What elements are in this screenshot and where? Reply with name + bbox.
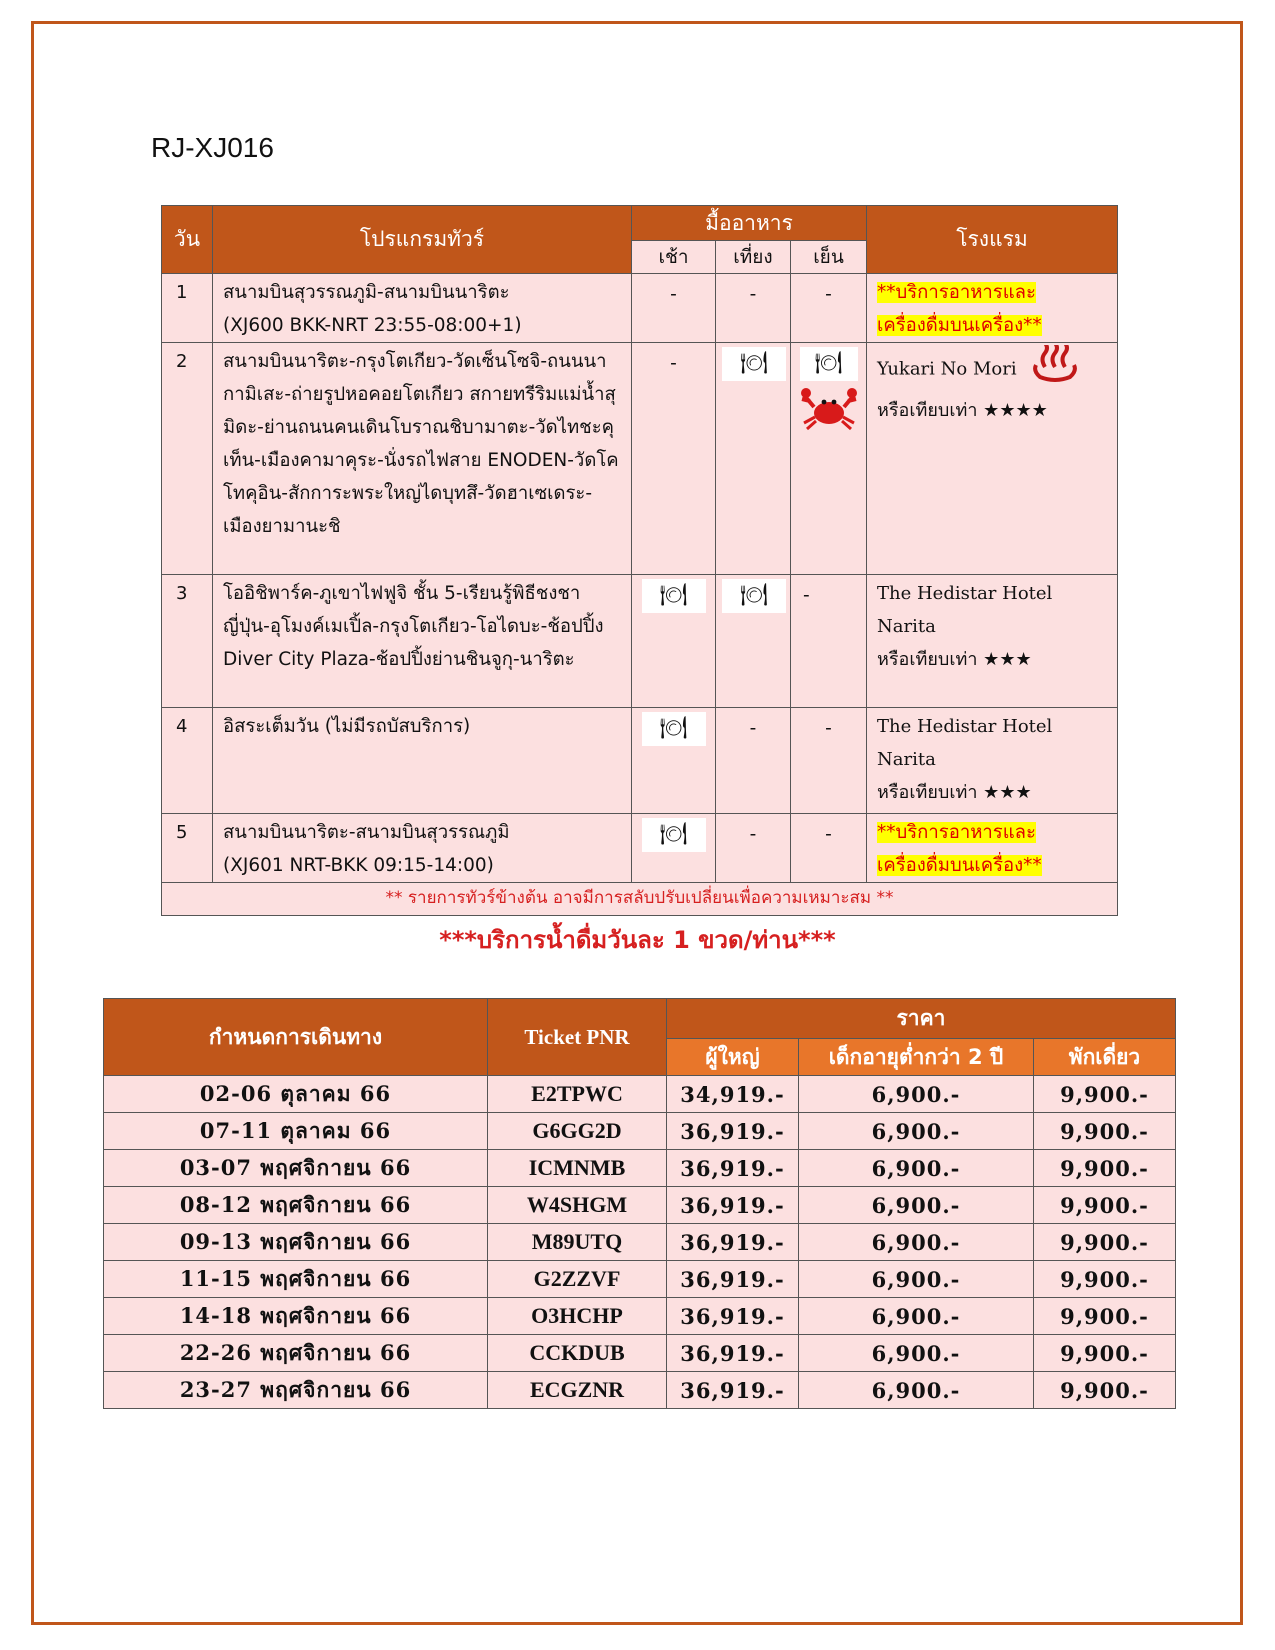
plate-cutlery-icon: 🍽	[722, 579, 786, 613]
hotel-cell	[867, 274, 1118, 343]
plate-cutlery-icon: 🍽	[642, 818, 706, 852]
ticket-pnr: CCKDUB	[488, 1335, 667, 1372]
itinerary-row	[162, 343, 1118, 575]
price-child: 6,900.-	[799, 1372, 1034, 1409]
price-child: 6,900.-	[799, 1076, 1034, 1113]
meal-breakfast: -	[632, 274, 716, 343]
price-row	[104, 1335, 1176, 1372]
plate-cutlery-icon: 🍽	[800, 347, 858, 381]
ticket-pnr: M89UTQ	[488, 1224, 667, 1261]
header-dinner: เย็น	[791, 241, 867, 274]
price-table	[103, 998, 1176, 1409]
header-breakfast: เช้า	[632, 241, 716, 274]
price-child: 6,900.-	[799, 1298, 1034, 1335]
hotel-cell	[867, 575, 1118, 708]
itinerary-row	[162, 274, 1118, 343]
ticket-pnr: G2ZZVF	[488, 1261, 667, 1298]
ticket-pnr: E2TPWC	[488, 1076, 667, 1113]
inflight-meal-note: **บริการอาหารและ	[877, 822, 1036, 843]
meal-lunch: -	[716, 274, 791, 343]
price-row	[104, 1224, 1176, 1261]
price-single: 9,900.-	[1034, 1298, 1176, 1335]
price-single: 9,900.-	[1034, 1187, 1176, 1224]
hotel-rating: หรือเทียบเท่า ★★★	[877, 649, 1032, 670]
price-rows	[104, 1076, 1176, 1409]
meal-lunch	[716, 343, 791, 575]
price-single: 9,900.-	[1034, 1261, 1176, 1298]
tour-code: RJ-XJ016	[151, 132, 274, 163]
header-dates: กำหนดการเดินทาง	[104, 999, 488, 1076]
header-lunch: เที่ยง	[716, 241, 791, 274]
water-notice: ***บริการน้ำดื่มวันละ 1 ขวด/ท่าน***	[439, 926, 836, 954]
header-meals: มื้ออาหาร	[632, 206, 867, 241]
meal-breakfast: -	[632, 343, 716, 575]
inflight-meal-note: เครื่องดื่มบนเครื่อง**	[877, 315, 1042, 336]
plate-cutlery-icon: 🍽	[722, 347, 786, 381]
price-single: 9,900.-	[1034, 1224, 1176, 1261]
header-program: โปรแกรมทัวร์	[213, 206, 632, 274]
hotel-name: Yukari No Mori	[877, 358, 1017, 380]
itinerary-note-row	[162, 883, 1118, 916]
ticket-pnr: W4SHGM	[488, 1187, 667, 1224]
meal-dinner	[791, 343, 867, 575]
hotel-cell	[867, 814, 1118, 883]
travel-dates: 23-27 พฤศจิกายน 66	[104, 1372, 488, 1409]
itinerary-row	[162, 708, 1118, 814]
price-adult: 36,919.-	[667, 1372, 799, 1409]
price-adult: 36,919.-	[667, 1298, 799, 1335]
header-hotel: โรงแรม	[867, 206, 1118, 274]
meal-breakfast	[632, 575, 716, 708]
ticket-pnr: ECGZNR	[488, 1372, 667, 1409]
header-child: เด็กอายุต่ำกว่า 2 ปี	[799, 1039, 1034, 1076]
price-child: 6,900.-	[799, 1261, 1034, 1298]
travel-dates: 07-11 ตุลาคม 66	[104, 1113, 488, 1150]
price-row	[104, 1076, 1176, 1113]
meal-dinner: -	[791, 814, 867, 883]
price-adult: 36,919.-	[667, 1150, 799, 1187]
meal-lunch: -	[716, 814, 791, 883]
day-program: สนามบินนาริตะ-สนามบินสุวรรณภูมิ (XJ601 NRT-BKK 09:15-14:00)	[213, 814, 632, 883]
day-program: อิสระเต็มวัน (ไม่มีรถบัสบริการ)	[213, 708, 632, 814]
day-number: 2	[162, 343, 213, 575]
price-row	[104, 1187, 1176, 1224]
price-child: 6,900.-	[799, 1335, 1034, 1372]
price-child: 6,900.-	[799, 1113, 1034, 1150]
price-single: 9,900.-	[1034, 1076, 1176, 1113]
price-single: 9,900.-	[1034, 1150, 1176, 1187]
price-row	[104, 1261, 1176, 1298]
price-single: 9,900.-	[1034, 1113, 1176, 1150]
price-single: 9,900.-	[1034, 1335, 1176, 1372]
header-day: วัน	[162, 206, 213, 274]
day-program: สนามบินสุวรรณภูมิ-สนามบินนาริตะ (XJ600 BKK-NRT 23:55-08:00+1)	[213, 274, 632, 343]
ticket-pnr: G6GG2D	[488, 1113, 667, 1150]
crab-icon	[800, 383, 858, 444]
day-number: 4	[162, 708, 213, 814]
travel-dates: 22-26 พฤศจิกายน 66	[104, 1335, 488, 1372]
price-row	[104, 1150, 1176, 1187]
day-number: 1	[162, 274, 213, 343]
meal-dinner: -	[791, 708, 867, 814]
price-row	[104, 1298, 1176, 1335]
meal-breakfast	[632, 708, 716, 814]
meal-dinner: -	[791, 274, 867, 343]
ticket-pnr: ICMNMB	[488, 1150, 667, 1187]
ticket-pnr: O3HCHP	[488, 1298, 667, 1335]
hotel-name: Narita	[877, 616, 936, 637]
travel-dates: 11-15 พฤศจิกายน 66	[104, 1261, 488, 1298]
header-price: ราคา	[667, 999, 1176, 1039]
day-number: 5	[162, 814, 213, 883]
inflight-meal-note: เครื่องดื่มบนเครื่อง**	[877, 855, 1042, 876]
inflight-meal-note: **บริการอาหารและ	[877, 282, 1036, 303]
price-single: 9,900.-	[1034, 1372, 1176, 1409]
hotel-rating: หรือเทียบเท่า ★★★★	[877, 400, 1048, 421]
meal-lunch: -	[716, 708, 791, 814]
travel-dates: 02-06 ตุลาคม 66	[104, 1076, 488, 1113]
itinerary-table	[161, 205, 1118, 916]
hotel-name: Narita	[877, 749, 936, 770]
travel-dates: 14-18 พฤศจิกายน 66	[104, 1298, 488, 1335]
onsen-icon	[1030, 345, 1080, 394]
day-number: 3	[162, 575, 213, 708]
price-adult: 34,919.-	[667, 1076, 799, 1113]
travel-dates: 09-13 พฤศจิกายน 66	[104, 1224, 488, 1261]
hotel-cell	[867, 708, 1118, 814]
meal-lunch	[716, 575, 791, 708]
price-adult: 36,919.-	[667, 1335, 799, 1372]
itinerary-row	[162, 575, 1118, 708]
plate-cutlery-icon: 🍽	[642, 712, 706, 746]
price-adult: 36,919.-	[667, 1187, 799, 1224]
itinerary-row	[162, 814, 1118, 883]
price-child: 6,900.-	[799, 1224, 1034, 1261]
price-adult: 36,919.-	[667, 1224, 799, 1261]
header-single: พักเดี่ยว	[1034, 1039, 1176, 1076]
price-adult: 36,919.-	[667, 1113, 799, 1150]
header-adult: ผู้ใหญ่	[667, 1039, 799, 1076]
hotel-name: The Hedistar Hotel	[877, 716, 1053, 737]
travel-dates: 08-12 พฤศจิกายน 66	[104, 1187, 488, 1224]
day-program: สนามบินนาริตะ-กรุงโตเกียว-วัดเซ็นโซจิ-ถนนนากามิเสะ-ถ่ายรูปหอคอยโตเกียว สกายทรีริมแม่น้ำสุมิดะ-ย่านถนนคนเดินโบราณชิบามาตะ-วัดไทชะคุเท็น-เมืองคามาคุระ-นั่งรถไฟสาย ENODEN-วัดโคโทคุอิน-สักการะพระใหญ่ไดบุทสึ-วัดฮาเซเดระ-เมืองยามานะชิ	[213, 343, 632, 575]
price-row	[104, 1113, 1176, 1150]
price-child: 6,900.-	[799, 1187, 1034, 1224]
itinerary-note: ** รายการทัวร์ข้างต้น อาจมีการสลับปรับเปลี่ยนเพื่อความเหมาะสม **	[162, 883, 1118, 916]
day-program: โออิชิพาร์ค-ภูเขาไฟฟูจิ ชั้น 5-เรียนรู้พิธีชงชาญี่ปุ่น-อุโมงค์เมเปิ้ล-กรุงโตเกียว-โอไดบะ-ช้อปปิ้ง Diver City Plaza-ช้อปปิ้งย่านชินจูกุ-นาริตะ	[213, 575, 632, 708]
plate-cutlery-icon: 🍽	[642, 579, 706, 613]
header-pnr: Ticket PNR	[488, 999, 667, 1076]
meal-breakfast	[632, 814, 716, 883]
travel-dates: 03-07 พฤศจิกายน 66	[104, 1150, 488, 1187]
price-adult: 36,919.-	[667, 1261, 799, 1298]
hotel-name: The Hedistar Hotel	[877, 583, 1053, 604]
price-row	[104, 1372, 1176, 1409]
hotel-cell	[867, 343, 1118, 575]
price-child: 6,900.-	[799, 1150, 1034, 1187]
meal-dinner: -	[791, 575, 867, 708]
hotel-rating: หรือเทียบเท่า ★★★	[877, 782, 1032, 803]
